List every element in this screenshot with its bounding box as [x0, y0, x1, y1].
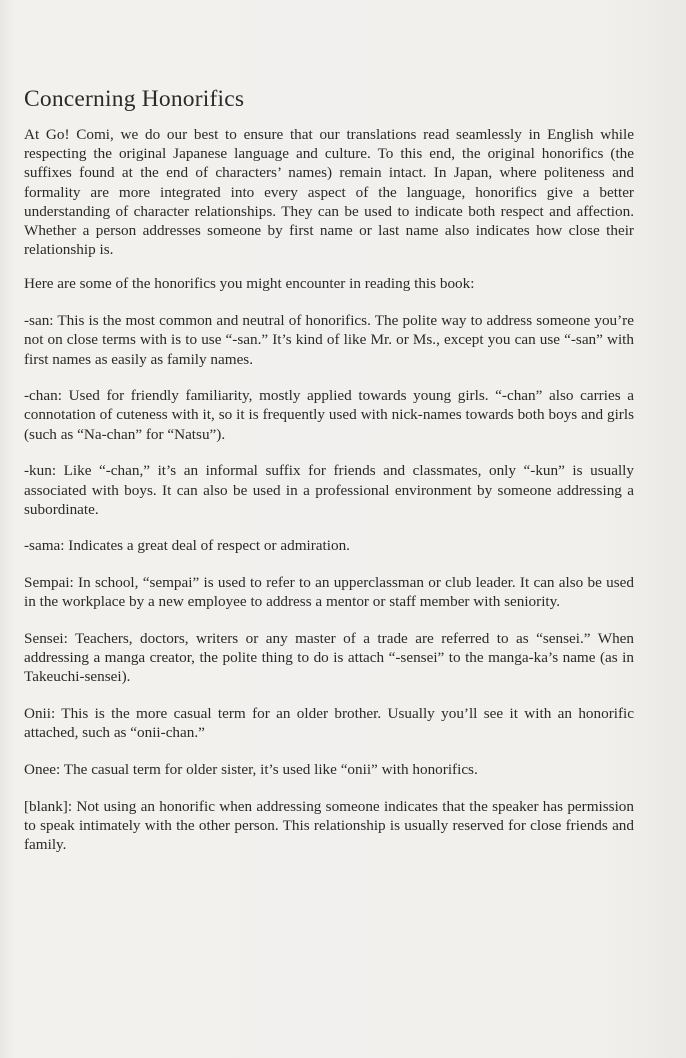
- intro-paragraph: At Go! Comi, we do our best to ensure that our translations read seamlessly in English while respecting the original Japanese language and culture. To this end, the original honorifics (the suffixes found at the end of characters’ names) remain intact. In Japan, where politeness and formality are more integrated into every aspect of the language, honorifics give a better understanding of character relationships. They can be used to indicate both respect and affection. Whether a person addresses someone by first name or last name also indicates how close their relationship is.: [24, 126, 634, 259]
- honorific-sensei: Sensei: Teachers, doctors, writers or any master of a trade are referred to as “sensei.” When addressing a manga creator, the polite thing to do is attach “-sensei” to the manga-ka’s name (as in Takeuchi-sensei).: [24, 630, 634, 686]
- honorific-sama: -sama: Indicates a great deal of respect or admiration.: [24, 537, 350, 555]
- lead-paragraph: Here are some of the honorifics you might encounter in reading this book:: [24, 275, 475, 293]
- page-title: Concerning Honorifics: [24, 86, 245, 112]
- honorific-onee: Onee: The casual term for older sister, it’s used like “onii” with honorifics.: [24, 761, 478, 779]
- honorific-blank: [blank]: Not using an honorific when addressing someone indicates that the speaker has permission to speak intimately with the other person. This relationship is usually reserved for close friends and family.: [24, 797, 634, 854]
- honorific-sempai: Sempai: In school, “sempai” is used to refer to an upperclassman or club leader. It can also be used in the workplace by a new employee to address a mentor or staff member with seniority.: [24, 574, 634, 611]
- honorific-san: -san: This is the most common and neutral of honorifics. The polite way to address someone you’re not on close terms with is to use “-san.” It’s kind of like Mr. or Ms., except you can use “-san” with first names as easily as family names.: [24, 312, 634, 368]
- honorific-chan: -chan: Used for friendly familiarity, mostly applied towards young girls. “-chan” also carries a connotation of cuteness with it, so it is frequently used with nick-names towards both boys and girls (such as “Na-chan” for “Natsu”).: [24, 387, 634, 443]
- honorific-kun: -kun: Like “-chan,” it’s an informal suffix for friends and classmates, only “-kun” is usually associated with boys. It can also be used in a professional environment by someone addressing a subordinate.: [24, 462, 634, 518]
- honorific-onii: Onii: This is the more casual term for an older brother. Usually you’ll see it with an honorific attached, such as “onii-chan.”: [24, 705, 634, 742]
